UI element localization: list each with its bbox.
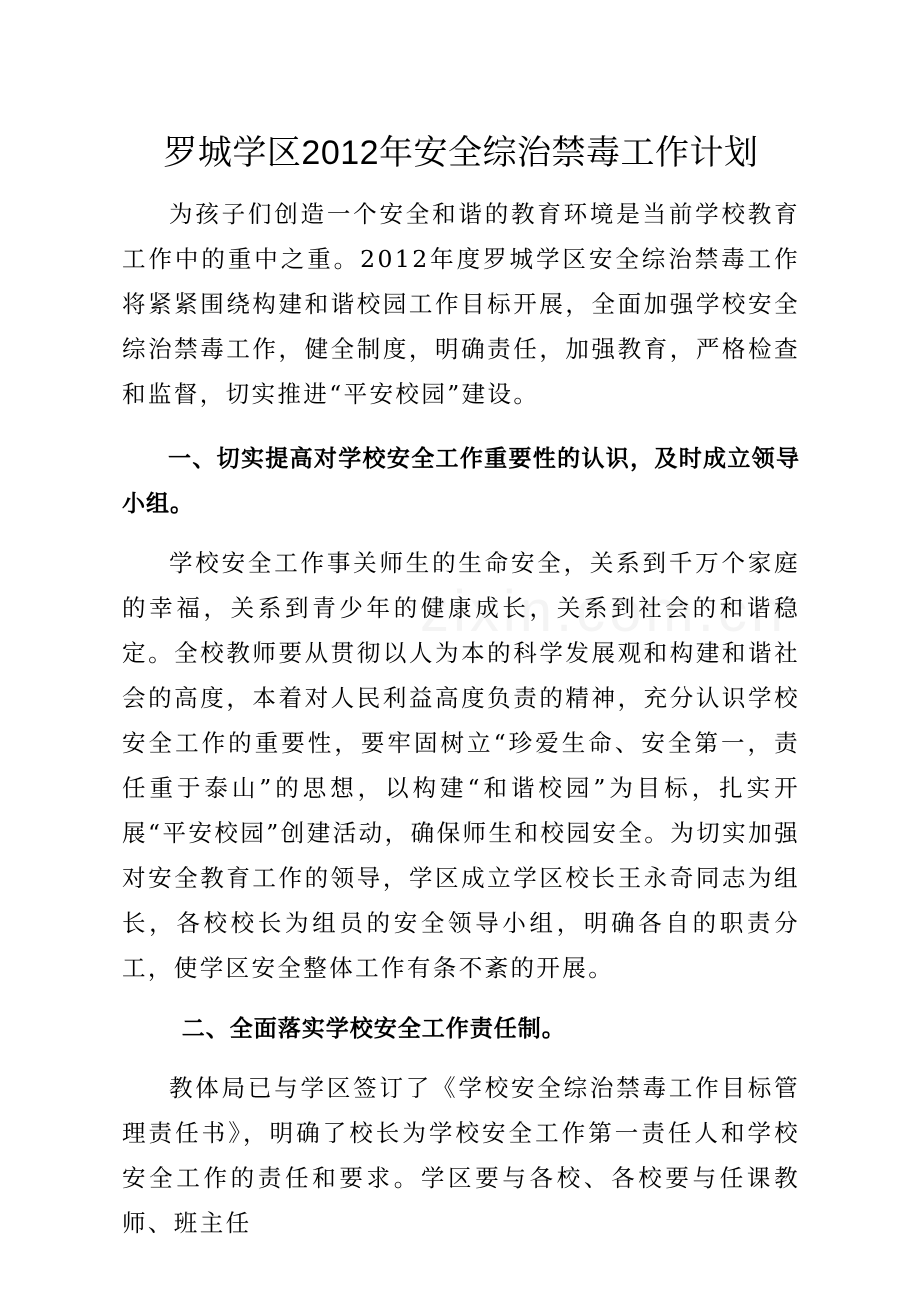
section-heading-2: 二、全面落实学校安全工作责任制。	[181, 1016, 566, 1042]
document-title: 罗城学区2012年安全综治禁毒工作计划	[163, 134, 759, 172]
section-body-2: 教体局已与学区签订了《学校安全综治禁毒工作目标管理责任书》，明确了校长为学校安全工作第一责任人和学校安全工作的责任和要求。学区要与各校、各校要与任课教师、班主任	[122, 1074, 800, 1237]
section-body-1: 学校安全工作事关师生的生命安全，关系到千万个家庭的幸福，关系到青少年的健康成长，关系到社会的和谐稳定。全校教师要从贯彻以人为本的科学发展观和构建和谐社会的高度，本着对人民利益高度负责的精神，充分认识学校安全工作的重要性，要牢固树立“珍爱生命、安全第一，责任重于泰山”的思想，以构建“和谐校园”为目标，扎实开展“平安校园”创建活动，确保师生和校园安全。为切实加强对安全教育工作的领导，学区成立学区校长王永奇同志为组长，各校校长为组员的安全领导小组，明确各自的职责分工，使学区安全整体工作有条不紊的开展。	[122, 549, 800, 982]
intro-paragraph: 为孩子们创造一个安全和谐的教育环境是当前学校教育工作中的重中之重。2012年度罗城学区安全综治禁毒工作将紧紧围绕构建和谐校园工作目标开展，全面加强学校安全综治禁毒工作，健全制度，明确责任，加强教育，严格检查和监督，切实推进“平安校园”建设。	[122, 200, 800, 408]
section-heading-1: 一、切实提高对学校安全工作重要性的认识，及时成立领导小组。	[122, 446, 800, 517]
